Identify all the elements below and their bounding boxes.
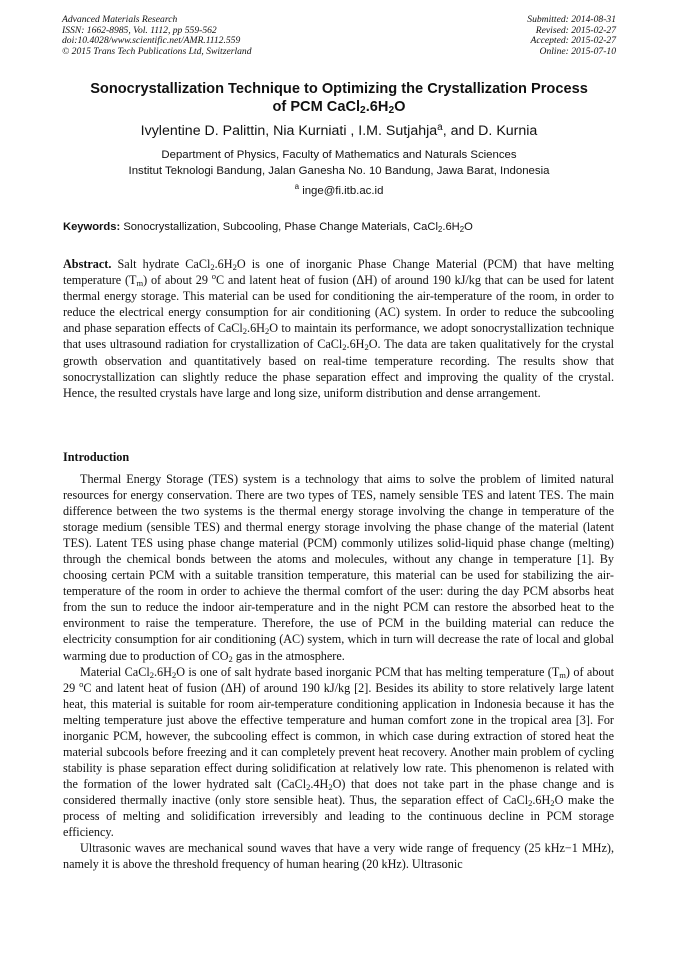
section-heading-introduction: Introduction: [63, 450, 130, 464]
subscript: 2: [264, 326, 270, 337]
email-marker: a: [294, 182, 300, 191]
subscript: 2: [342, 342, 347, 353]
journal-info: [62, 15, 252, 57]
paragraph-text: .4H: [310, 776, 329, 791]
paragraph-text: .6H: [532, 792, 551, 807]
submission-dates: [527, 15, 616, 57]
paragraph-text: gas in the atmosphere.: [232, 648, 345, 663]
title-line-2: [40, 99, 638, 117]
title-text: of PCM CaCl: [272, 98, 361, 115]
keywords-text: Sonocrystallization, Subcooling, Phase Change Materials, CaCl: [123, 221, 438, 233]
degree-superscript: o: [79, 678, 84, 689]
journal-issn: ISSN: 1662-8985, Vol. 1112, pp 559-562: [62, 24, 217, 36]
abstract-text: .6H: [214, 257, 233, 271]
paper-title: [40, 81, 638, 116]
subscript: 2: [228, 653, 233, 664]
keywords: [63, 220, 616, 234]
subscript: 2: [210, 262, 215, 272]
date-online: Online: 2015-07-10: [539, 45, 616, 57]
subscript: 2: [459, 225, 465, 234]
subscript: 2: [328, 781, 333, 792]
title-line-1: Sonocrystallization Technique to Optimizing the Crystallization Process: [90, 81, 588, 97]
abstract-text: Salt hydrate CaCl: [117, 257, 211, 271]
title-text: .6H: [365, 98, 389, 115]
abstract-text: C and latent heat of fusion (ΔH) of around 190 kJ/kg that can be used for latent thermal energy storage. This material can be used for conditioning the air-temperature of the room, in order to reduce the electrical energy consumption for air conditioning (AC) system. In order to reduce the subcooling and phase separation effects of CaCl: [63, 273, 614, 336]
subscript: 2: [437, 225, 443, 234]
date-revised: Revised: 2015-02-27: [535, 24, 616, 36]
paragraph: Ultrasonic waves are mechanical sound waves that have a very wide range of frequency (25 kHz−1 MHz), namely it is above the threshold frequency of human hearing (20 kHz). Ultrasonic: [63, 841, 614, 872]
journal-doi: doi:10.4028/www.scientific.net/AMR.1112.559: [62, 35, 241, 47]
authors-text: , and D. Kurnia: [442, 123, 538, 139]
subscript: 2: [149, 669, 154, 680]
abstract-text: .6H: [247, 321, 265, 336]
paragraph: [63, 471, 614, 664]
paragraph-text: O) that does not take part in the phase change and is considered thermally inactive (only store sensible heat). Thus, the separation effect of CaCl: [63, 776, 614, 807]
author-email: [40, 184, 638, 198]
subscript: 2: [364, 342, 369, 353]
subscript: 2: [242, 326, 248, 337]
paragraph-text: .6H: [154, 664, 172, 679]
paragraph: [63, 664, 614, 841]
paragraph-text: Thermal Energy Storage (TES) system is a technology that aims to solve the problem of limited natural resources for energy conservation. There are two types of TES, namely sensible TES and latent TES. The main difference between the two systems is the thermal energy storage involving the change in temperature of the storage medium (sensible TES) and thermal energy storage involving the phase change of the material (latent TES). Latent TES using phase change material (PCM) commonly utilizes solid-liquid phase change (melting) through the chemical bonds between the atoms and molecules, without any change in temperature [1]. By choosing certain PCM with a suitable transition temperature, this material can be used for stabilizing the air-temperature of the room in order to achieve the thermal comfort of the user: during the day PCM absorbs heat from the sun to reduce the indoor air-temperature and in the night PCM can restore the absorbed heat to the environment to raise the temperature. Therefore, the use of PCM in the building material can reduce the electricity consumption for air conditioning (AC) system, which in turn will decrease the rate of local and global warming due to production of CO: [63, 472, 614, 663]
paragraph-text: Material CaCl: [80, 664, 150, 679]
title-text: O: [394, 98, 406, 115]
keywords-text: O: [464, 221, 473, 233]
date-submitted: Submitted: 2014-08-31: [527, 14, 616, 25]
introduction-body: [63, 471, 614, 872]
journal-name: Advanced Materials Research: [62, 14, 178, 25]
subscript: 2: [528, 797, 533, 808]
subscript: 2: [232, 262, 237, 272]
abstract: [63, 256, 614, 401]
subscript: 2: [550, 797, 555, 808]
authors-text: Ivylentine D. Palittin, Nia Kurniati , I.M. Sutjahja: [140, 123, 438, 139]
email-address: inge@fi.itb.ac.id: [302, 185, 384, 197]
affiliation: [40, 148, 638, 179]
subscript: m: [136, 278, 144, 289]
abstract-text: .6H: [346, 337, 365, 352]
keywords-text: .6H: [442, 221, 460, 233]
date-accepted: Accepted: 2015-02-27: [530, 35, 616, 47]
paragraph-text: O is one of salt hydrate based inorganic PCM that has melting temperature (T: [176, 664, 560, 679]
subscript: m: [559, 669, 566, 680]
abstract-text: O. The data are taken qualitatively for the crystal growth observation and quantitatively based on real-time temperature recording. The results show that sonocrystallization can slightly reduce the phase separation effect and improving the quality of the crystal. Hence, the resulted crystals have large and long size, uniform distribution and dense arrangement.: [63, 337, 614, 400]
keywords-label: Keywords:: [63, 221, 121, 233]
paragraph-text: O make the process of melting and solidification irreversibly and leading to the continuous decline in PCM storage efficiency.: [63, 792, 614, 840]
journal-copyright: © 2015 Trans Tech Publications Ltd, Switzerland: [62, 45, 252, 57]
paragraph-text: ) of about 29: [63, 664, 614, 695]
abstract-label: Abstract.: [63, 257, 112, 271]
author-list: [40, 122, 638, 140]
subscript: 2: [306, 781, 311, 792]
paragraph-text: C and latent heat of fusion (ΔH) of around 190 kJ/kg [2]. Besides its ability to store relatively large latent heat, this material is suitable for room air-temperature conditioning application in Indonesia because it has the melting temperature just above the effective temperature and human comfort zone in the tropical area [3]. For inorganic PCM, however, the subcooling effect is common, in which case during extraction of stored heat the material subcools before freezing and it can completely prevent heat recovery. Another main problem of cycling stability is phase separation effect during solidification at relatively low rate. This phenomenon is related with the formation of the lower hydrated salt (CaCl: [63, 680, 615, 791]
subscript: 2: [388, 104, 395, 116]
abstract-text: O to maintain its performance, we adopt sonocrystallization technique that uses ultrasound radiation for crystallization of CaCl: [63, 321, 614, 352]
affiliation-line-1: Department of Physics, Faculty of Mathematics and Naturals Sciences: [161, 149, 517, 161]
abstract-text: ) of about 29: [143, 273, 212, 288]
affiliation-line-2: Institut Teknologi Bandung, Jalan Ganesha No. 10 Bandung, Jawa Barat, Indonesia: [128, 164, 550, 177]
degree-superscript: o: [211, 271, 216, 282]
subscript: 2: [360, 104, 366, 116]
affiliation-marker: a: [437, 122, 443, 133]
abstract-text: O is one of inorganic Phase Change Material (PCM) that have melting temperature (T: [63, 257, 614, 288]
subscript: 2: [171, 669, 177, 680]
